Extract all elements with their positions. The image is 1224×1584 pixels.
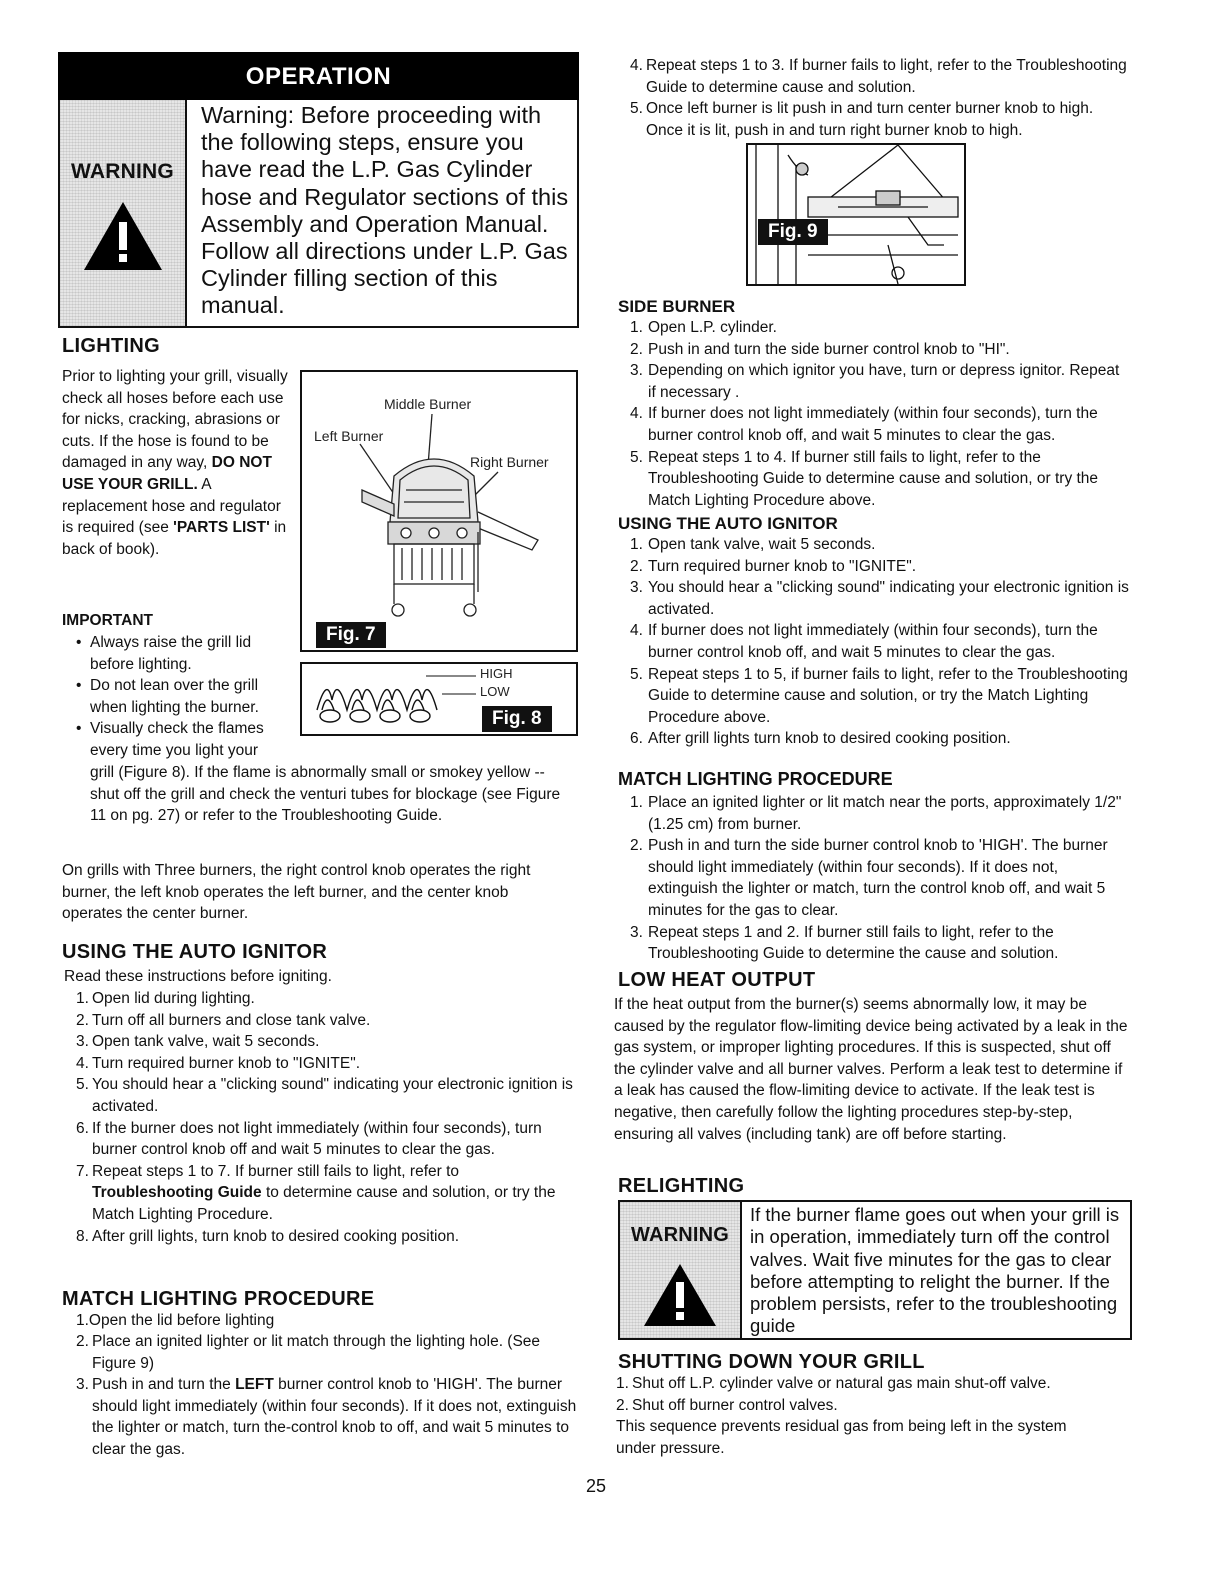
list-item: 1. Open lid during lighting. <box>76 990 255 1007</box>
important-list <box>64 632 296 762</box>
flame-leader-lines <box>420 668 480 708</box>
figure-9 <box>746 143 966 286</box>
list-item: 7. Repeat steps 1 to 7. If burner still fails to light, refer to Troubleshooting Guide to determine cause and solution, or try the Match Lighting Procedure. <box>76 1162 556 1223</box>
list-item: 2. Push in and turn the side burner control knob to 'HIGH'. The burner should light immediately (within four seconds). If it does not, extinguish the lighter or match, turn the control knob off, and wait 5 minutes for the gas to clear. <box>630 837 1108 919</box>
low-heat-text: If the heat output from the burner(s) seems abnormally low, it may be caused by the regulator flow-limiting device being activated by a leak in the gas system, or improper lighting procedures. If this is suspected, shut off the cylinder valve and all burner valves. Perform a leak test to determine if a leak has caused the flow-limiting device to activate. If the leak test is negative, then carefully follow the lighting procedures step-by-step, ensuring all valves (including tank) are off before starting. <box>614 996 1128 1143</box>
warning-box <box>58 100 579 328</box>
right-burner-label: Right Burner <box>470 454 549 470</box>
page-number: 25 <box>586 1476 607 1496</box>
match-lighting-heading: MATCH LIGHTING PROCEDURE <box>62 1288 375 1310</box>
figure-8 <box>300 662 578 736</box>
list-item: • Visually check the flames every time you light your <box>64 718 296 761</box>
match-step-1: 1.Open the lid before lighting <box>76 1312 275 1329</box>
list-item: 5. Once left burner is lit push in and turn center burner knob to high. Once it is lit, push in and turn right burner knob to high. <box>630 100 1094 139</box>
three-burners-note: On grills with Three burners, the right control knob operates the right burner, the left knob operates the left burner, and the center knob operates the center burner. <box>62 862 531 923</box>
side-burner-heading: SIDE BURNER <box>618 297 736 316</box>
list-item: 2. Turn required burner knob to "IGNITE". <box>630 557 917 575</box>
do-not-use-warning: DO NOT USE YOUR GRILL. <box>62 454 272 493</box>
match-lighting-2-heading: MATCH LIGHTING PROCEDURE <box>618 769 893 789</box>
warning-side-panel <box>620 1202 740 1338</box>
right-top-steps <box>618 55 1128 141</box>
parts-list-ref: 'PARTS LIST' <box>173 519 270 537</box>
warning-triangle-icon <box>82 200 164 272</box>
auto-ignitor-heading: USING THE AUTO IGNITOR <box>62 941 328 963</box>
operation-banner: OPERATION <box>58 52 579 100</box>
low-label: LOW <box>480 684 510 699</box>
list-item: 2. Push in and turn the side burner control knob to "HI". <box>630 340 1010 358</box>
list-item: 5. You should hear a "clicking sound" indicating your electronic ignition is activated. <box>76 1076 573 1115</box>
lighting-heading: LIGHTING <box>62 335 160 357</box>
low-heat-heading: LOW HEAT OUTPUT <box>618 969 816 991</box>
relighting-warning-box <box>618 1200 1132 1340</box>
auto-ignitor-2-heading: USING THE AUTO IGNITOR <box>618 514 838 533</box>
list-item: 2. Place an ignited lighter or lit match through the lighting hole. (See Figure 9) <box>76 1333 541 1372</box>
list-item: 3. Depending on which ignitor you have, turn or depress ignitor. Repeat if necessary . <box>630 362 1120 401</box>
match-lighting-steps <box>64 1331 580 1461</box>
list-item: 3. Repeat steps 1 and 2. If burner still fails to light, refer to the Troubleshooting Guide to determine the cause and solution. <box>630 923 1059 963</box>
lighting-intro-3: in back of book). <box>62 519 287 558</box>
bullet3-continuation: grill (Figure 8). If the flame is abnormally small or smokey yellow -- shut off the grill and check the venturi tubes for blockage (see Figure 11 on pg. 27) or refer to the Troubleshooting Guide. <box>90 764 561 825</box>
shutting-down-text: This sequence prevents residual gas from being left in the system under pressure. <box>616 1418 1067 1457</box>
auto-ignitor-steps <box>64 988 580 1247</box>
auto-ignitor-intro: Read these instructions before igniting. <box>64 968 332 985</box>
list-item: 6. After grill lights turn knob to desired cooking position. <box>630 730 1011 748</box>
list-item: 3. Open tank valve, wait 5 seconds. <box>76 1033 320 1051</box>
list-item: 5. Repeat steps 1 to 4. If burner still fails to light, refer to the Troubleshooting Guide to determine cause and solution, or try the Match Lighting Procedure above. <box>630 448 1099 509</box>
warning-triangle-icon <box>642 1262 718 1328</box>
shutting-down-heading: SHUTTING DOWN YOUR GRILL <box>618 1351 925 1373</box>
list-item: 6. If the burner does not light immediately (within four seconds), turn burner control knob off and wait 5 minutes to clear the gas. <box>76 1119 542 1159</box>
warning-label: WARNING <box>71 160 174 183</box>
list-item: 4. Repeat steps 1 to 3. If burner fails to light, refer to the Troubleshooting Guide to determine cause and solution. <box>630 57 1127 96</box>
list-item: 4. Turn required burner knob to "IGNITE". <box>76 1054 361 1072</box>
match-lighting-2-steps <box>618 792 1130 965</box>
figure-7 <box>300 370 578 652</box>
lighting-intro-1: Prior to lighting your grill, visually check all hoses before each use for nicks, cracking, abrasions or cuts. If the hose is found to be damaged in any way, <box>62 368 288 472</box>
grill-illustration-icon <box>302 372 576 650</box>
list-item: 1. Open tank valve, wait 5 seconds. <box>630 536 876 553</box>
list-item: 4. If burner does not light immediately (within four seconds), turn the burner control knob off, and wait 5 minutes to clear the gas. <box>630 622 1098 661</box>
list-item: 2. Shut off burner control valves. <box>616 1396 838 1414</box>
list-item: 8. After grill lights, turn knob to desired cooking position. <box>76 1227 460 1245</box>
list-item: 1. Open L.P. cylinder. <box>630 319 777 336</box>
list-item: 3. Push in and turn the LEFT burner control knob to 'HIGH'. The burner should light immediately (within four seconds). If it does not, extinguish the lighter or match, turn the-control knob to off, and wait 5 minutes to clear the gas. <box>76 1376 577 1458</box>
list-item: • Always raise the grill lid before lighting. <box>64 632 296 675</box>
list-item: 5. Repeat steps 1 to 5, if burner fails to light, refer to the Troubleshooting Guide to determine cause and solution, or try the Match Lighting Procedure above. <box>630 665 1128 726</box>
list-item: • Do not lean over the grill when lighting the burner. <box>64 675 296 718</box>
warning-text: Warning: Before proceeding with the following steps, ensure you have read the L.P. Gas Cylinder hose and Regulator sections of this Assembly and Operation Manual. Follow all directions under L.P. Gas Cylinder filling section of this manual. <box>185 100 577 326</box>
lighting-hole-illustration-icon <box>748 145 964 284</box>
high-label: HIGH <box>480 666 513 681</box>
warning-side-panel <box>60 100 185 326</box>
middle-burner-label: Middle Burner <box>384 396 472 412</box>
list-item: 4. If burner does not light immediately (within four seconds), turn the burner control knob off, and wait 5 minutes to clear the gas. <box>630 405 1098 444</box>
side-burner-steps <box>618 317 1130 511</box>
list-item: 1. Place an ignited lighter or lit match near the ports, approximately 1/2" (1.25 cm) from burner. <box>630 794 1122 833</box>
warning-label: WARNING <box>630 1224 730 1246</box>
list-item: 3. You should hear a "clicking sound" indicating your electronic ignition is activated. <box>630 579 1129 618</box>
important-heading: IMPORTANT <box>62 612 153 629</box>
lighting-intro <box>62 366 290 560</box>
fig7-tag: Fig. 7 <box>316 622 386 648</box>
shutting-down-steps <box>604 1373 1128 1416</box>
auto-ignitor-2-steps <box>618 534 1130 750</box>
relighting-heading: RELIGHTING <box>618 1175 745 1197</box>
left-burner-label: Left Burner <box>314 428 384 444</box>
fig8-tag: Fig. 8 <box>482 706 552 732</box>
list-item: 1. Shut off L.P. cylinder valve or natural gas main shut-off valve. <box>616 1375 1051 1392</box>
list-item: 2. Turn off all burners and close tank valve. <box>76 1011 371 1029</box>
fig9-tag: Fig. 9 <box>758 219 828 245</box>
lighting-intro-2: A replacement hose and regulator is required (see <box>62 475 281 537</box>
relighting-warning-text: If the burner flame goes out when your grill is in operation, immediately turn off the control valves. Wait five minutes for the gas to clear before attempting to relight the burner. If the problem persists, refer to the troubleshooting guide <box>740 1202 1130 1338</box>
